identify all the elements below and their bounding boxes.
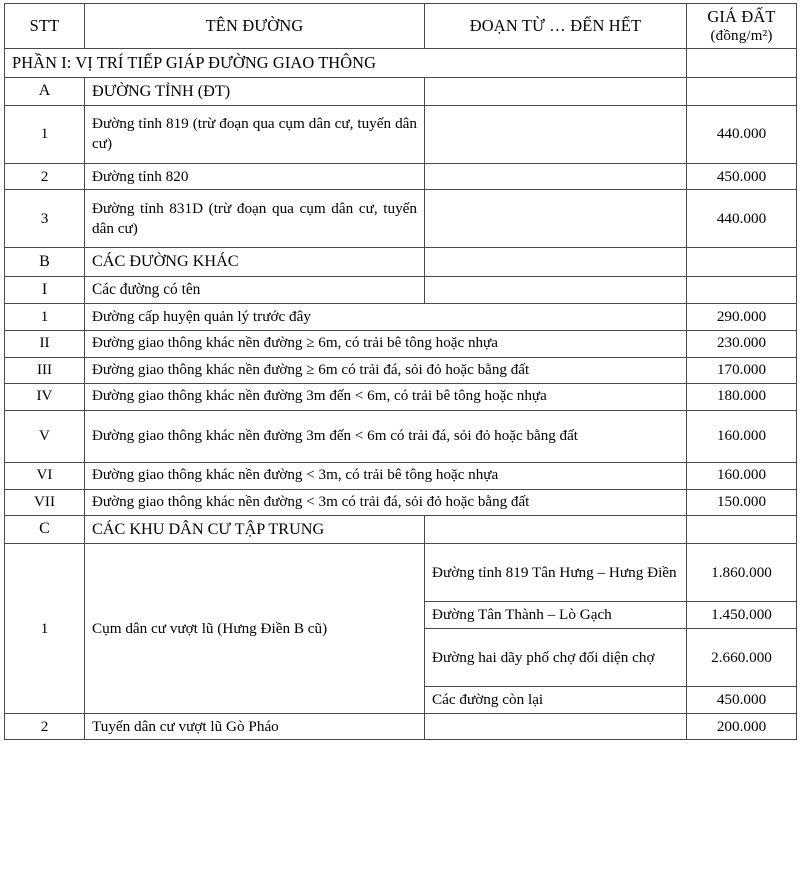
section-a-segment-empty bbox=[425, 77, 687, 105]
row-price: 230.000 bbox=[687, 331, 797, 358]
row-price: 1.450.000 bbox=[687, 602, 797, 629]
group-i-title: Các đường có tên bbox=[85, 276, 425, 304]
row-rule-text: Đường giao thông khác nền đường 3m đến < 6m, có trải bê tông hoặc nhựa bbox=[85, 384, 687, 411]
row-rule-text: Đường giao thông khác nền đường ≥ 6m, có trải bê tông hoặc nhựa bbox=[85, 331, 687, 358]
row-segment: Đường hai dãy phố chợ đối diện chợ bbox=[425, 628, 687, 686]
row-segment bbox=[425, 713, 687, 740]
row-stt: 2 bbox=[5, 713, 85, 740]
row-rule-text: Đường giao thông khác nền đường < 3m, có trải bê tông hoặc nhựa bbox=[85, 462, 687, 489]
column-header-stt: STT bbox=[5, 4, 85, 49]
row-stt: 1 bbox=[5, 105, 85, 163]
table-row bbox=[5, 163, 797, 190]
row-segment: Đường tỉnh 819 Tân Hưng – Hưng Điền bbox=[425, 544, 687, 602]
column-header-price bbox=[687, 4, 797, 49]
row-segment: Đường Tân Thành – Lò Gạch bbox=[425, 602, 687, 629]
row-segment: Các đường còn lại bbox=[425, 686, 687, 713]
table-row bbox=[5, 384, 797, 411]
part-title: PHẦN I: VỊ TRÍ TIẾP GIÁP ĐƯỜNG GIAO THÔNG bbox=[5, 49, 687, 77]
section-c-price-empty bbox=[687, 516, 797, 544]
section-b-title: CÁC ĐƯỜNG KHÁC bbox=[85, 248, 425, 276]
row-road-name: Đường tỉnh 819 (trừ đoạn qua cụm dân cư, tuyến dân cư) bbox=[85, 105, 425, 163]
section-a-title: ĐƯỜNG TỈNH (ĐT) bbox=[85, 77, 425, 105]
section-b-segment-empty bbox=[425, 248, 687, 276]
section-b-header-row bbox=[5, 248, 797, 276]
table-row bbox=[5, 713, 797, 740]
row-road-name: Đường tỉnh 831D (trừ đoạn qua cụm dân cư, tuyến dân cư) bbox=[85, 190, 425, 248]
section-b-price-empty bbox=[687, 248, 797, 276]
row-price: 2.660.000 bbox=[687, 628, 797, 686]
table-row bbox=[5, 331, 797, 358]
row-road-name: Cụm dân cư vượt lũ (Hưng Điền B cũ) bbox=[85, 544, 425, 714]
section-a-stt: A bbox=[5, 77, 85, 105]
row-stt: 1 bbox=[5, 304, 85, 331]
table-header-row bbox=[5, 4, 797, 49]
row-segment bbox=[425, 105, 687, 163]
row-rule-text: Đường giao thông khác nền đường < 3m có trải đá, sỏi đỏ hoặc bằng đất bbox=[85, 489, 687, 516]
table-row bbox=[5, 410, 797, 462]
table-row bbox=[5, 190, 797, 248]
row-segment bbox=[425, 163, 687, 190]
section-a-price-empty bbox=[687, 77, 797, 105]
row-price: 160.000 bbox=[687, 410, 797, 462]
section-a-header-row bbox=[5, 77, 797, 105]
price-header-main: GIÁ ĐẤT bbox=[707, 7, 776, 26]
part-title-price-empty bbox=[687, 49, 797, 77]
row-price: 160.000 bbox=[687, 462, 797, 489]
row-rule-text: Đường giao thông khác nền đường 3m đến < 6m có trải đá, sỏi đỏ hoặc bằng đất bbox=[85, 410, 687, 462]
table-row bbox=[5, 105, 797, 163]
row-rule-text: Đường giao thông khác nền đường ≥ 6m có trải đá, sỏi đỏ hoặc bằng đất bbox=[85, 357, 687, 384]
row-price: 150.000 bbox=[687, 489, 797, 516]
row-price: 180.000 bbox=[687, 384, 797, 411]
table-row bbox=[5, 489, 797, 516]
section-c-stt: C bbox=[5, 516, 85, 544]
row-road-name: Tuyến dân cư vượt lũ Gò Pháo bbox=[85, 713, 425, 740]
row-stt: 3 bbox=[5, 190, 85, 248]
row-price: 440.000 bbox=[687, 190, 797, 248]
group-i-header-row bbox=[5, 276, 797, 304]
group-i-price-empty bbox=[687, 276, 797, 304]
row-stt: 2 bbox=[5, 163, 85, 190]
row-stt: IV bbox=[5, 384, 85, 411]
row-price: 440.000 bbox=[687, 105, 797, 163]
row-price: 290.000 bbox=[687, 304, 797, 331]
group-i-stt: I bbox=[5, 276, 85, 304]
row-stt: VII bbox=[5, 489, 85, 516]
section-b-stt: B bbox=[5, 248, 85, 276]
row-stt: VI bbox=[5, 462, 85, 489]
table-row bbox=[5, 544, 797, 602]
row-stt: 1 bbox=[5, 544, 85, 714]
land-price-table bbox=[4, 3, 797, 740]
row-price: 170.000 bbox=[687, 357, 797, 384]
row-stt: II bbox=[5, 331, 85, 358]
row-price: 1.860.000 bbox=[687, 544, 797, 602]
section-c-title: CÁC KHU DÂN CƯ TẬP TRUNG bbox=[85, 516, 425, 544]
row-price: 450.000 bbox=[687, 163, 797, 190]
row-price: 200.000 bbox=[687, 713, 797, 740]
group-i-segment-empty bbox=[425, 276, 687, 304]
column-header-segment: ĐOẠN TỪ … ĐẾN HẾT bbox=[425, 4, 687, 49]
table-row bbox=[5, 462, 797, 489]
row-stt: V bbox=[5, 410, 85, 462]
table-row bbox=[5, 304, 797, 331]
row-stt: III bbox=[5, 357, 85, 384]
part-title-row bbox=[5, 49, 797, 77]
row-road-name: Đường tỉnh 820 bbox=[85, 163, 425, 190]
row-price: 450.000 bbox=[687, 686, 797, 713]
table-row bbox=[5, 357, 797, 384]
column-header-road-name: TÊN ĐƯỜNG bbox=[85, 4, 425, 49]
section-c-segment-empty bbox=[425, 516, 687, 544]
row-segment bbox=[425, 190, 687, 248]
price-header-unit: (đồng/m²) bbox=[710, 28, 773, 45]
section-c-header-row bbox=[5, 516, 797, 544]
row-road-name: Đường cấp huyện quản lý trước đây bbox=[85, 304, 687, 331]
